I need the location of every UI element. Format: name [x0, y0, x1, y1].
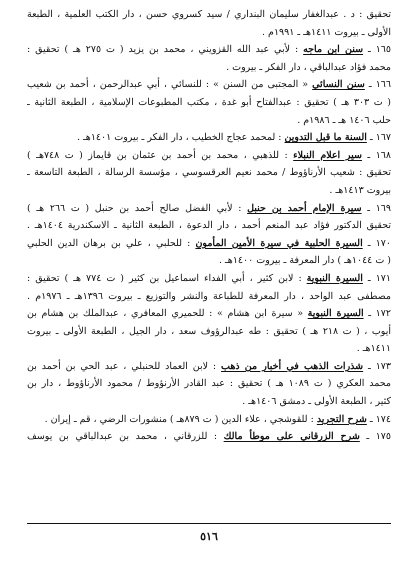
- entry-text: : للقوشجي ، علاء الدين ( ت ٨٧٩هـ ) منشورات الرضي ، قم ـ إيران .: [44, 413, 317, 425]
- entry-text: : للحلبي ، علي بن برهان الدين الحلبي: [27, 237, 196, 249]
- entry-number: ١٦٥ ـ: [363, 44, 391, 56]
- bibliography-line-22: [27, 375, 391, 393]
- entry-number: ١٧٥ ـ: [359, 431, 391, 443]
- bibliography-line-3: [27, 41, 391, 59]
- entry-text: أيوب ، ( ت ٢١٨ هـ ) تحقيق : طه عبدالرؤوف سعد ، دار الجيل ، الطبعة الأولى ـ بيروت: [27, 325, 391, 337]
- entry-text: كثير ، الطبعة الأولى ـ دمشق ١٤٠٦هـ .: [242, 396, 391, 408]
- entry-text: تحقيق : شعيب الأرناؤوط / محمد نعيم العرقسوسي ، مؤسسة الرسالة ، الطبعة التاسعة ـ: [27, 167, 391, 179]
- entry-title: سنن النسائي: [312, 79, 365, 91]
- entry-number: ١٧٣ ـ: [363, 360, 391, 372]
- entry-number: ١٦٧ ـ: [366, 132, 391, 144]
- bibliography-line-5: [27, 76, 391, 94]
- bibliography-line-18: [27, 305, 391, 323]
- entry-text: بيروت ١٤١٣هـ .: [329, 184, 391, 196]
- entry-text: : لابن كثير ، أبي الفداء اسماعيل بن كثير ( ت ٧٧٤ هـ ) تحقيق :: [27, 272, 307, 284]
- entry-title: السنة ما قبل التدوين: [284, 132, 367, 144]
- entry-number: ١٧٢ ـ: [363, 308, 391, 320]
- entry-number: ١٦٦ ـ: [364, 79, 391, 91]
- bibliography-line-21: [27, 358, 391, 376]
- entry-title: شذرات الذهب في أخبار من ذهب: [221, 360, 364, 372]
- entry-title: شرح التجريد: [316, 413, 367, 425]
- entry-title: سيرة الإمام أحمد بن حنبل: [247, 202, 362, 214]
- entry-title: سير اعلام النبلاء: [293, 149, 362, 161]
- bibliography-line-17: [27, 288, 391, 306]
- entry-title: شرح الزرقاني على موطأ مالك: [223, 431, 360, 443]
- entry-number: ١٦٨ ـ: [361, 149, 391, 161]
- entry-text: محمد العكري ( ت ١٠٨٩ هـ ) تحقيق : عبد القادر الأرنؤوط / محمود الأرناؤوط ، دار بن: [27, 378, 391, 390]
- entry-number: ١٧٤ ـ: [366, 413, 391, 425]
- footer-rule: [27, 523, 391, 524]
- entry-text: ( ت ٣٠٣ هـ ) تحقيق : عبدالفتاح أبو غدة ، مكتب المطبوعات الإسلامية ، الطبعة الثانية ـ: [27, 96, 391, 108]
- entry-text: : للزرقاني ، محمد بن عبدالباقي بن يوسف: [27, 431, 224, 443]
- bibliography-line-7: [27, 112, 391, 130]
- bibliography-line-8: [27, 129, 391, 147]
- entry-text: حلب ١٤٠٦ هـ ـ ١٩٨٦م .: [297, 114, 391, 126]
- bibliography-line-6: [27, 94, 391, 112]
- entry-text: : لمحمد عجاج الخطيب ، دار الفكر ـ بيروت ١٤٠١هـ .: [76, 132, 285, 144]
- entry-text: ١٤١١هـ .: [356, 343, 391, 355]
- bibliography-line-10: [27, 164, 391, 182]
- entry-title: سنن ابن ماجه: [303, 44, 364, 56]
- entry-text: الأولى ـ بيروت ١٤١١هـ ـ ١٩٩١م .: [262, 26, 391, 38]
- bibliography-line-2: [27, 24, 391, 42]
- entry-text: مصطفى عبد الواحد ، دار المعرفة للطباعة والنشر والتوزيع ـ بيروت ١٣٩٦هـ ـ ١٩٧٦م .: [27, 290, 391, 302]
- entry-text: ( ت ١٠٤٤هـ ) دار المعرفة ـ بيروت ١٤٠٠هـ .: [218, 255, 391, 267]
- entry-text: محمد فؤاد عبدالباقي ، دار الفكر ـ بيروت .: [226, 61, 391, 73]
- bibliography-line-25: [27, 428, 391, 446]
- bibliography-line-19: [27, 323, 391, 341]
- bibliography-line-14: [27, 235, 391, 253]
- entry-text: « المجتبى من السنن » : للنسائي ، أبي عبدالرحمن ، أحمد بن شعيب: [27, 79, 313, 91]
- entry-text: : لأبي الفضل صالح أحمد بن حنبل ( ت ٢٦٦ هـ ): [27, 202, 248, 214]
- entry-text: : لابن العماد للحنبلي ، عبد الحي بن أحمد بن: [27, 360, 222, 372]
- entry-text: : للذهبي ، محمد بن أحمد بن عثمان بن قايماز ( ت ٧٤٨هـ ): [27, 149, 294, 161]
- bibliography-line-24: [27, 411, 391, 429]
- bibliography-line-12: [27, 200, 391, 218]
- bibliography-line-1: [27, 6, 391, 24]
- entry-title: السيرة النبوية: [307, 308, 364, 320]
- entry-number: ١٦٩ ـ: [361, 202, 391, 214]
- entry-text: « سيرة ابن هشام » : للحميري المعافري ، عبدالملك بن هشام بن: [27, 308, 308, 320]
- bibliography-line-13: [27, 217, 391, 235]
- entry-text: تحقيق الدكتور فؤاد عبد المنعم أحمد ، دار الدعوة ، الطبعة الثانية ـ الاسكندرية ١٤٠٤هـ .: [27, 220, 391, 232]
- bibliography-line-15: [27, 252, 391, 270]
- entry-text: تحقيق : د . عبدالغفار سليمان البنداري / سيد كسروي حسن ، دار الكتب العلمية ، الطبعة: [27, 9, 391, 20]
- bibliography-line-4: [27, 59, 391, 77]
- entry-title: السيرة النبوية: [306, 272, 363, 284]
- entry-number: ١٧١ ـ: [362, 272, 391, 284]
- bibliography-line-23: [27, 393, 391, 411]
- bibliography-line-11: [27, 182, 391, 200]
- bibliography-line-9: [27, 147, 391, 165]
- bibliography-line-16: [27, 270, 391, 288]
- entry-text: : لأبي عبد الله القزويني ، محمد بن يزيد ( ت ٢٧٥ هـ ) تحقيق :: [27, 44, 304, 56]
- entry-title: السيرة الحلبية في سيرة الأمين المأمون: [195, 237, 363, 249]
- bibliography-line-20: [27, 340, 391, 358]
- page-number: ٥١٦: [200, 530, 218, 543]
- entry-number: ١٧٠ ـ: [362, 237, 391, 249]
